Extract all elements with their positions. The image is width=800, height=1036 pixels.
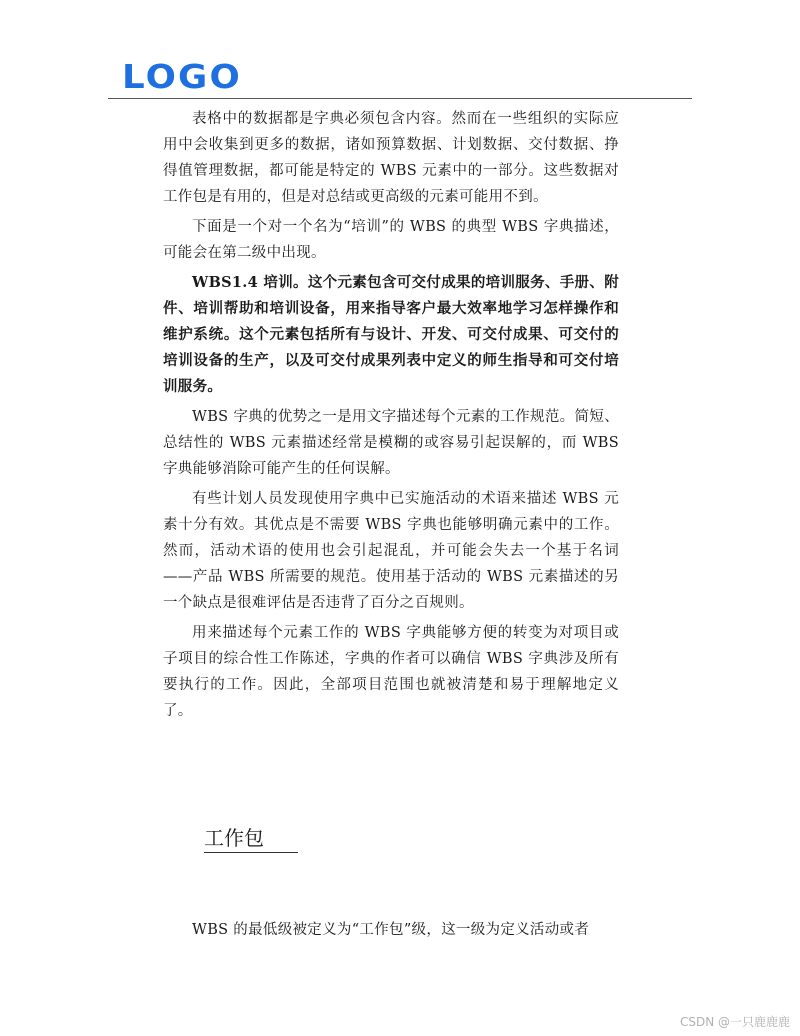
header-divider — [108, 98, 692, 99]
paragraph-work-statement: 用来描述每个元素工作的 WBS 字典能够方便的转变为对项目或子项目的综合性工作陈述，字典的作者可以确信 WBS 字典涉及所有要执行的工作。因此，全部项目范围也就被清楚和易于理解地定义了。 — [163, 625, 619, 719]
section-heading: 工作包 — [204, 824, 298, 853]
document-body — [163, 106, 619, 724]
paragraph-activity-terms: 有些计划人员发现使用字典中已实施活动的术语来描述 WBS 元素十分有效。其优点是不需要 WBS 字典也能够明确元素中的工作。然而，活动术语的使用也会引起混乱，并可能会失去一个基于名词——产品 WBS 所需要的规范。使用基于活动的 WBS 元素描述的另一个缺点是很难评估是否违背了百分之百规则。 — [163, 491, 619, 611]
paragraph-work-package: WBS 的最低级被定义为“工作包”级，这一级为定义活动或者 — [192, 922, 590, 938]
watermark: CSDN @一只鹿鹿鹿 — [679, 1015, 790, 1029]
paragraph-example-lead: 下面是一个对一个名为“培训”的 WBS 的典型 WBS 字典描述，可能会在第二级中出现。 — [163, 219, 619, 261]
paragraph-advantage: WBS 字典的优势之一是用文字描述每个元素的工作规范。简短、总结性的 WBS 元素描述经常是模糊的或容易引起误解的，而 WBS 字典能够消除可能产生的任何误解。 — [163, 409, 619, 477]
logo: LOGO — [122, 57, 242, 96]
paragraph-intro: 表格中的数据都是字典必须包含内容。然而在一些组织的实际应用中会收集到更多的数据，诸如预算数据、计划数据、交付数据、挣得值管理数据，都可能是特定的 WBS 元素中的一部分。这些数据对工作包是有用的，但是对总结或更高级的元素可能用不到。 — [163, 111, 619, 205]
paragraph-example-bold: WBS1.4 培训。这个元素包含可交付成果的培训服务、手册、附件、培训帮助和培训设备，用来指导客户最大效率地学习怎样操作和维护系统。这个元素包括所有与设计、开发、可交付成果、可交付的培训设备的生产，以及可交付成果列表中定义的师生指导和可交付培训服务。 — [163, 274, 619, 395]
